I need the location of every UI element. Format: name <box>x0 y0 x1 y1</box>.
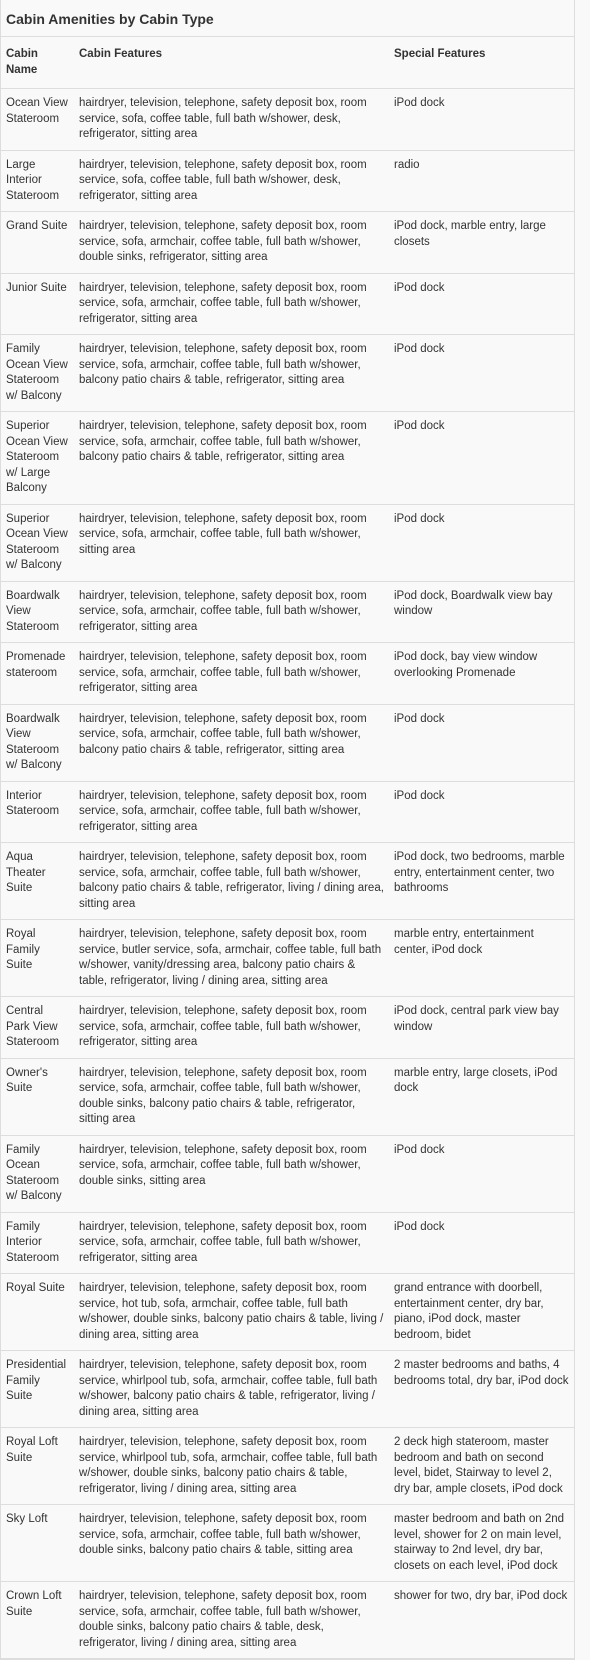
cell-cabin-features: hairdryer, television, telephone, safety deposit box, room service, sofa, armchair, coffee table, full bath w/shower, balcony patio chairs & table, refrigerator, living / dining area, sitting area <box>74 843 389 920</box>
table-row <box>1 1274 574 1351</box>
table-row <box>1 89 574 151</box>
cell-special-features: iPod dock, Boardwalk view bay window <box>389 581 574 643</box>
cell-cabin-features: hairdryer, television, telephone, safety deposit box, room service, sofa, armchair, coffee table, full bath w/shower, double sinks, balcony patio chairs & table, refrigerator, sitting area <box>74 1058 389 1135</box>
cell-special-features: radio <box>389 150 574 212</box>
cell-cabin-features: hairdryer, television, telephone, safety deposit box, room service, sofa, armchair, coffee table, full bath w/shower, balcony patio chairs & table, refrigerator, sitting area <box>74 704 389 781</box>
cell-special-features: master bedroom and bath on 2nd level, shower for 2 on main level, stairway to 2nd level, dry bar, closets on each level, iPod dock <box>389 1505 574 1582</box>
cell-special-features: iPod dock <box>389 335 574 412</box>
cell-cabin-name: Crown Loft Suite <box>1 1582 74 1659</box>
cell-cabin-name: Royal Loft Suite <box>1 1428 74 1505</box>
cell-special-features: iPod dock <box>389 1135 574 1212</box>
header-special-features: Special Features <box>389 37 574 89</box>
cell-cabin-features: hairdryer, television, telephone, safety deposit box, room service, sofa, armchair, coffee table, full bath w/shower, sitting area <box>74 504 389 581</box>
cell-special-features: iPod dock <box>389 273 574 335</box>
cell-cabin-name: Royal Family Suite <box>1 920 74 997</box>
table-row <box>1 1058 574 1135</box>
cell-special-features: iPod dock, two bedrooms, marble entry, entertainment center, two bathrooms <box>389 843 574 920</box>
table-row <box>1 1505 574 1582</box>
cell-cabin-name: Central Park View Stateroom <box>1 997 74 1059</box>
table-row <box>1 504 574 581</box>
cell-cabin-name: Family Ocean View Stateroom w/ Balcony <box>1 335 74 412</box>
cell-cabin-name: Grand Suite <box>1 212 74 274</box>
table-row <box>1 1135 574 1212</box>
cell-cabin-features: hairdryer, television, telephone, safety deposit box, room service, sofa, armchair, coffee table, full bath w/shower, double sinks, balcony patio chairs & table, desk, refrigerator, living / dining area, sitting area <box>74 1582 389 1659</box>
cell-cabin-name: Boardwalk View Stateroom w/ Balcony <box>1 704 74 781</box>
cell-cabin-name: Owner's Suite <box>1 1058 74 1135</box>
cell-cabin-name: Sky Loft <box>1 1505 74 1582</box>
cell-cabin-name: Presidential Family Suite <box>1 1351 74 1428</box>
table-row <box>1 781 574 843</box>
table-title: Cabin Amenities by Cabin Type <box>1 0 574 37</box>
header-row <box>1 37 574 89</box>
amenities-table <box>1 37 574 1659</box>
table-row <box>1 920 574 997</box>
cell-special-features: shower for two, dry bar, iPod dock <box>389 1582 574 1659</box>
cell-cabin-features: hairdryer, television, telephone, safety deposit box, room service, hot tub, sofa, armchair, coffee table, full bath w/shower, double sinks, balcony patio chairs & table, living / dining area, sitting area <box>74 1274 389 1351</box>
header-cabin-name: Cabin Name <box>1 37 74 89</box>
cell-cabin-name: Royal Suite <box>1 1274 74 1351</box>
cell-cabin-name: Interior Stateroom <box>1 781 74 843</box>
cell-cabin-name: Superior Ocean View Stateroom w/ Balcony <box>1 504 74 581</box>
cell-cabin-features: hairdryer, television, telephone, safety deposit box, room service, sofa, armchair, coffee table, full bath w/shower, refrigerator, sitting area <box>74 643 389 705</box>
table-row <box>1 997 574 1059</box>
cell-special-features: marble entry, large closets, iPod dock <box>389 1058 574 1135</box>
table-row <box>1 335 574 412</box>
cell-special-features: iPod dock <box>389 704 574 781</box>
cell-special-features: iPod dock <box>389 781 574 843</box>
cell-cabin-features: hairdryer, television, telephone, safety deposit box, room service, sofa, armchair, coffee table, full bath w/shower, double sinks, sitting area <box>74 1135 389 1212</box>
cell-cabin-features: hairdryer, television, telephone, safety deposit box, room service, whirlpool tub, sofa, armchair, coffee table, full bath w/shower, double sinks, balcony patio chairs & table, refrigerator, living / dining area, sitting area <box>74 1428 389 1505</box>
cell-cabin-name: Boardwalk View Stateroom <box>1 581 74 643</box>
cell-special-features: 2 deck high stateroom, master bedroom and bath on second level, bidet, Stairway to level 2, dry bar, ample closets, iPod dock <box>389 1428 574 1505</box>
cell-cabin-name: Ocean View Stateroom <box>1 89 74 151</box>
cell-cabin-features: hairdryer, television, telephone, safety deposit box, room service, sofa, coffee table, full bath w/shower, desk, refrigerator, sitting area <box>74 89 389 151</box>
cell-special-features: iPod dock <box>389 89 574 151</box>
cell-special-features: iPod dock, bay view window overlooking Promenade <box>389 643 574 705</box>
table-row <box>1 212 574 274</box>
cell-special-features: iPod dock, central park view bay window <box>389 997 574 1059</box>
cell-cabin-features: hairdryer, television, telephone, safety deposit box, room service, sofa, armchair, coffee table, full bath w/shower, double sinks, refrigerator, sitting area <box>74 212 389 274</box>
cell-cabin-features: hairdryer, television, telephone, safety deposit box, room service, sofa, armchair, coffee table, full bath w/shower, double sinks, balcony patio chairs & table, sitting area <box>74 1505 389 1582</box>
cell-cabin-name: Aqua Theater Suite <box>1 843 74 920</box>
cell-special-features: 2 master bedrooms and baths, 4 bedrooms total, dry bar, iPod dock <box>389 1351 574 1428</box>
table-row <box>1 1351 574 1428</box>
cell-cabin-features: hairdryer, television, telephone, safety deposit box, room service, sofa, armchair, coffee table, full bath w/shower, balcony patio chairs & table, refrigerator, sitting area <box>74 335 389 412</box>
table-row <box>1 1212 574 1274</box>
cell-cabin-features: hairdryer, television, telephone, safety deposit box, room service, sofa, coffee table, full bath w/shower, desk, refrigerator, sitting area <box>74 150 389 212</box>
table-row <box>1 273 574 335</box>
cell-special-features: iPod dock <box>389 412 574 505</box>
cell-cabin-name: Family Ocean Stateroom w/ Balcony <box>1 1135 74 1212</box>
cell-cabin-features: hairdryer, television, telephone, safety deposit box, room service, whirlpool tub, sofa, armchair, coffee table, full bath w/shower, balcony patio chairs & table, refrigerator, living / dining area, sitting area <box>74 1351 389 1428</box>
table-row <box>1 581 574 643</box>
cell-cabin-features: hairdryer, television, telephone, safety deposit box, room service, butler service, sofa, armchair, coffee table, full bath w/shower, vanity/dressing area, balcony patio chairs & table, refrigerator, living / dining area, sitting area <box>74 920 389 997</box>
cell-special-features: grand entrance with doorbell, entertainment center, dry bar, piano, iPod dock, master bedroom, bidet <box>389 1274 574 1351</box>
cell-cabin-features: hairdryer, television, telephone, safety deposit box, room service, sofa, armchair, coffee table, full bath w/shower, refrigerator, sitting area <box>74 1212 389 1274</box>
header-cabin-features: Cabin Features <box>74 37 389 89</box>
cell-special-features: iPod dock <box>389 504 574 581</box>
cell-cabin-features: hairdryer, television, telephone, safety deposit box, room service, sofa, armchair, coffee table, full bath w/shower, refrigerator, sitting area <box>74 997 389 1059</box>
table-row <box>1 643 574 705</box>
cell-cabin-features: hairdryer, television, telephone, safety deposit box, room service, sofa, armchair, coffee table, full bath w/shower, refrigerator, sitting area <box>74 581 389 643</box>
table-row <box>1 843 574 920</box>
cell-cabin-features: hairdryer, television, telephone, safety deposit box, room service, sofa, armchair, coffee table, full bath w/shower, balcony patio chairs & table, refrigerator, sitting area <box>74 412 389 505</box>
cell-cabin-name: Superior Ocean View Stateroom w/ Large Balcony <box>1 412 74 505</box>
cell-special-features: marble entry, entertainment center, iPod dock <box>389 920 574 997</box>
table-row <box>1 1582 574 1659</box>
cell-cabin-name: Large Interior Stateroom <box>1 150 74 212</box>
cell-special-features: iPod dock <box>389 1212 574 1274</box>
cell-cabin-features: hairdryer, television, telephone, safety deposit box, room service, sofa, armchair, coffee table, full bath w/shower, refrigerator, sitting area <box>74 781 389 843</box>
cell-cabin-name: Family Interior Stateroom <box>1 1212 74 1274</box>
table-row <box>1 704 574 781</box>
table-row <box>1 1428 574 1505</box>
cell-cabin-name: Junior Suite <box>1 273 74 335</box>
cell-cabin-name: Promenade stateroom <box>1 643 74 705</box>
table-row <box>1 412 574 505</box>
table-row <box>1 150 574 212</box>
cell-special-features: iPod dock, marble entry, large closets <box>389 212 574 274</box>
cell-cabin-features: hairdryer, television, telephone, safety deposit box, room service, sofa, armchair, coffee table, full bath w/shower, refrigerator, sitting area <box>74 273 389 335</box>
